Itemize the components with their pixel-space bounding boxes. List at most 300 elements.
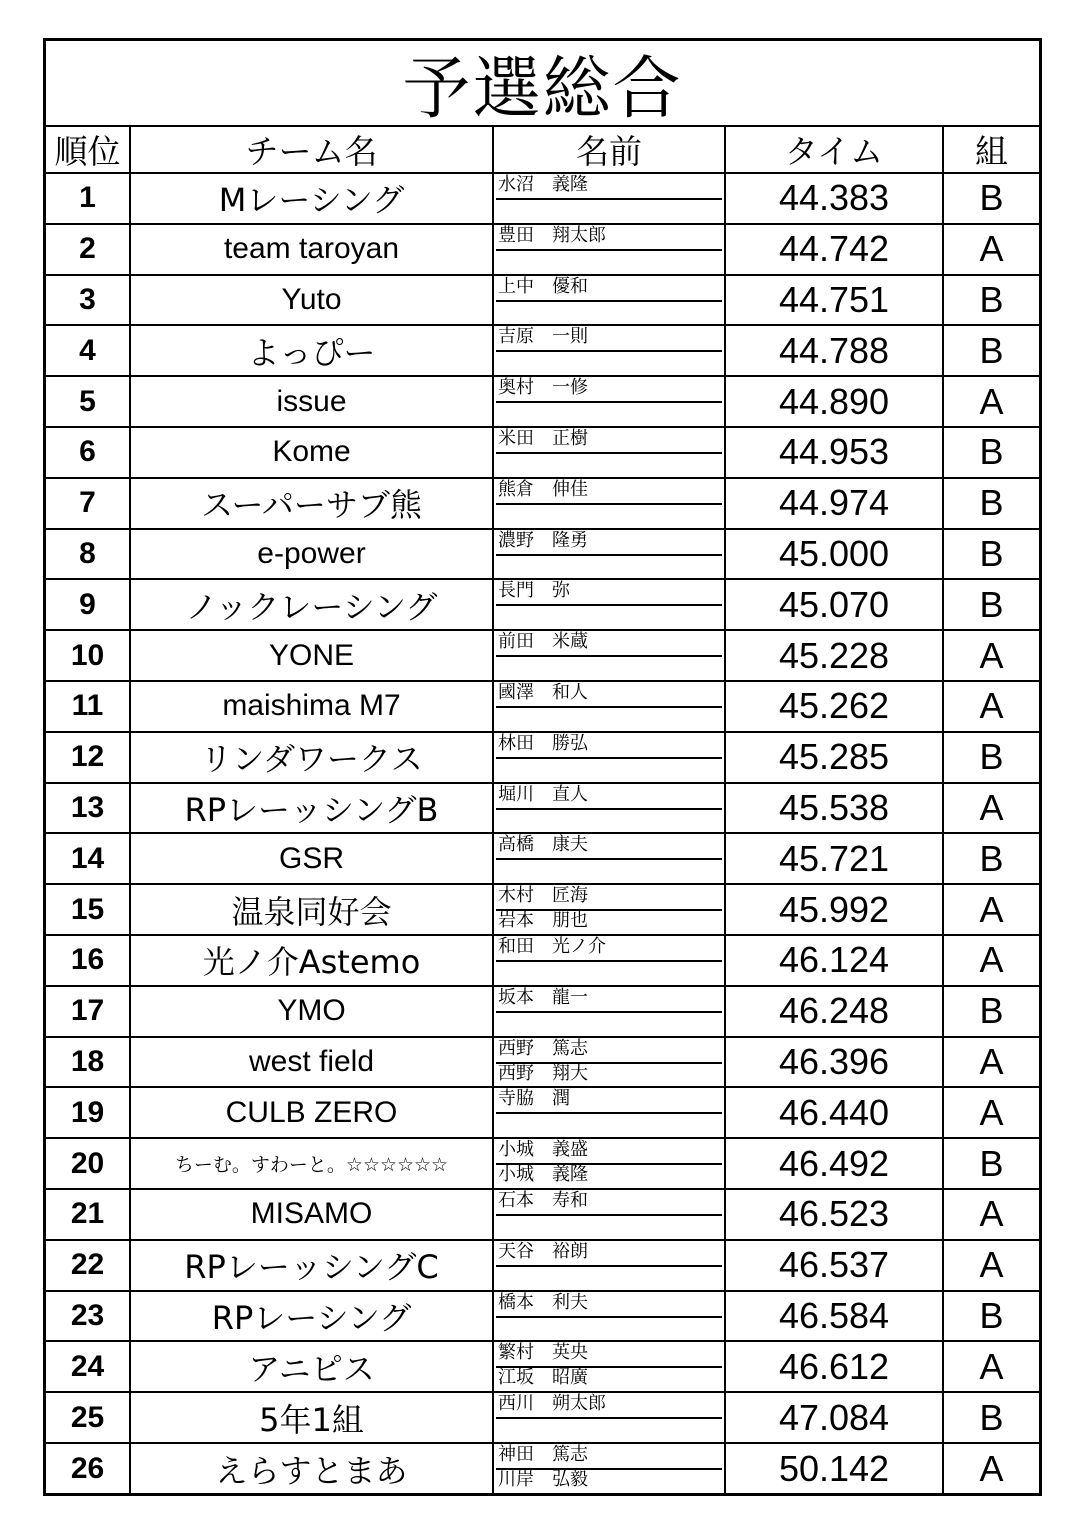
group-cell [944, 1139, 1039, 1188]
rank-cell [46, 1241, 131, 1290]
group-value: B [979, 583, 1004, 625]
group-cell [944, 834, 1039, 883]
header-team: チーム名 [131, 127, 494, 172]
team-name: west field [248, 1044, 375, 1078]
driver-name-1: 米田 正樹 [498, 428, 588, 449]
rank-cell [46, 885, 131, 934]
driver-names-cell [494, 885, 726, 934]
group-cell [944, 377, 1039, 426]
team-cell [131, 784, 494, 833]
table-row [46, 530, 1039, 581]
rank-cell [46, 326, 131, 375]
team-cell [131, 1241, 494, 1290]
driver-name-2: 川岸 弘毅 [498, 1469, 588, 1490]
group-value: B [979, 736, 1004, 778]
group-value: B [979, 329, 1004, 371]
group-value: B [979, 990, 1004, 1032]
driver-name-1: 熊倉 伸佳 [498, 478, 588, 500]
group-value: B [979, 837, 1004, 879]
lap-time: 50.142 [778, 1448, 890, 1490]
rank-cell [46, 1139, 131, 1188]
table-row [46, 733, 1039, 784]
rank-value: 11 [71, 689, 104, 723]
name-divider [496, 757, 722, 759]
name-divider [496, 1265, 722, 1267]
lap-time: 46.124 [778, 939, 890, 981]
driver-names-cell [494, 276, 726, 325]
driver-name-1: 濃野 隆勇 [498, 529, 588, 551]
table-row [46, 428, 1039, 479]
driver-name-1: 橋本 利夫 [498, 1291, 588, 1313]
time-cell [726, 1444, 944, 1495]
team-cell [131, 834, 494, 883]
group-cell [944, 225, 1039, 274]
team-name: リンダワークス [200, 740, 423, 779]
group-value: B [979, 278, 1004, 320]
table-row [46, 326, 1039, 377]
team-name: ノックレーシング [185, 587, 438, 626]
driver-name-1: 小城 義盛 [498, 1139, 588, 1161]
rank-cell [46, 733, 131, 782]
driver-names-cell [494, 1342, 726, 1391]
group-cell [944, 1393, 1039, 1442]
time-cell [726, 1190, 944, 1239]
team-cell [131, 1038, 494, 1087]
rank-value: 14 [70, 841, 105, 875]
time-cell [726, 1139, 944, 1188]
rank-value: 24 [70, 1349, 105, 1383]
team-cell [131, 936, 494, 985]
name-divider [496, 249, 722, 251]
lap-time: 45.000 [778, 532, 890, 574]
rank-value: 21 [70, 1197, 105, 1231]
driver-name-1: 神田 篤志 [498, 1444, 588, 1465]
team-cell [131, 377, 494, 426]
team-name: Kome [272, 435, 351, 469]
rank-cell [46, 580, 131, 629]
header-time: タイム [726, 127, 944, 172]
time-cell [726, 1088, 944, 1137]
group-cell [944, 631, 1039, 680]
table-row [46, 631, 1039, 682]
driver-names-cell [494, 1292, 726, 1341]
table-row [46, 1241, 1039, 1292]
team-cell [131, 276, 494, 325]
driver-name-1: 和田 光ノ介 [498, 936, 606, 957]
team-cell [131, 174, 494, 223]
name-divider [496, 1011, 722, 1013]
team-cell [131, 1342, 494, 1391]
team-name: RPレーッシングB [184, 790, 439, 829]
name-divider [496, 503, 722, 505]
table-row [46, 580, 1039, 631]
group-cell [944, 1088, 1039, 1137]
group-value: A [979, 1040, 1004, 1082]
driver-name-1: 林田 勝弘 [498, 732, 588, 754]
name-divider [496, 401, 722, 403]
driver-name-1: 長門 弥 [498, 580, 570, 602]
rank-cell [46, 1342, 131, 1391]
team-name: e-power [257, 536, 366, 570]
group-cell [944, 174, 1039, 223]
rank-value: 17 [70, 994, 105, 1028]
group-value: A [979, 1448, 1004, 1490]
driver-names-cell [494, 1190, 726, 1239]
time-cell [726, 580, 944, 629]
table-row [46, 1190, 1039, 1241]
driver-name-1: 水沼 義隆 [498, 174, 588, 195]
team-name: えらすとまあ [215, 1452, 408, 1491]
lap-time: 46.396 [778, 1040, 890, 1082]
lap-time: 46.584 [778, 1294, 890, 1336]
time-cell [726, 174, 944, 223]
header-rank: 順位 [46, 127, 131, 172]
time-cell [726, 1342, 944, 1391]
driver-names-cell [494, 580, 726, 629]
group-value: A [979, 939, 1004, 981]
team-cell [131, 580, 494, 629]
table-row [46, 1088, 1039, 1139]
time-cell [726, 631, 944, 680]
table-row [46, 885, 1039, 936]
rank-value: 15 [70, 892, 105, 926]
group-value: A [979, 228, 1004, 270]
group-cell [944, 682, 1039, 731]
team-cell [131, 1444, 494, 1495]
name-divider [496, 198, 722, 200]
driver-names-cell [494, 1088, 726, 1137]
team-name: よっぴー [247, 333, 376, 372]
team-cell [131, 1292, 494, 1341]
table-row [46, 987, 1039, 1038]
name-divider [496, 960, 722, 962]
driver-name-1: 堀川 直人 [498, 783, 588, 805]
driver-name-1: 寺脇 潤 [498, 1088, 570, 1110]
driver-name-1: 國澤 和人 [498, 682, 588, 703]
lap-time: 44.953 [778, 431, 890, 473]
team-name: 光ノ介Astemo [202, 943, 421, 982]
rank-value: 23 [70, 1298, 105, 1332]
group-cell [944, 1342, 1039, 1391]
time-cell [726, 784, 944, 833]
rank-value: 22 [70, 1248, 105, 1282]
rank-cell [46, 784, 131, 833]
lap-time: 44.788 [778, 329, 890, 371]
rank-cell [46, 1038, 131, 1087]
time-cell [726, 1241, 944, 1290]
rank-cell [46, 174, 131, 223]
driver-name-2: 西野 翔大 [498, 1062, 588, 1084]
lap-time: 46.248 [778, 990, 890, 1032]
team-name: Mレーシング [218, 181, 405, 220]
lap-time: 44.890 [778, 380, 890, 422]
team-cell [131, 631, 494, 680]
team-name: maishima M7 [222, 689, 401, 723]
rank-cell [46, 936, 131, 985]
table-row [46, 1292, 1039, 1343]
time-cell [726, 936, 944, 985]
group-value: A [979, 1193, 1004, 1235]
group-value: A [979, 1091, 1004, 1133]
driver-names-cell [494, 479, 726, 528]
rank-value: 5 [79, 384, 96, 418]
group-cell [944, 987, 1039, 1036]
lap-time: 44.383 [778, 177, 890, 219]
name-divider [496, 808, 722, 810]
rank-cell [46, 987, 131, 1036]
team-name: RPレーッシングC [184, 1248, 439, 1287]
team-name: YMO [277, 994, 346, 1028]
time-cell [726, 377, 944, 426]
driver-names-cell [494, 377, 726, 426]
team-cell [131, 1088, 494, 1137]
table-row [46, 276, 1039, 327]
name-divider [496, 554, 722, 556]
driver-names-cell [494, 1241, 726, 1290]
rank-value: 2 [79, 232, 96, 266]
rank-cell [46, 276, 131, 325]
time-cell [726, 479, 944, 528]
rank-cell [46, 479, 131, 528]
team-cell [131, 987, 494, 1036]
rank-value: 9 [79, 587, 96, 621]
group-cell [944, 885, 1039, 934]
driver-names-cell [494, 1444, 726, 1495]
group-cell [944, 1444, 1039, 1495]
lap-time: 46.492 [778, 1142, 890, 1184]
group-cell [944, 784, 1039, 833]
rank-value: 6 [79, 435, 96, 469]
lap-time: 45.992 [778, 888, 890, 930]
lap-time: 45.721 [778, 837, 890, 879]
name-divider [496, 452, 722, 454]
name-divider [496, 858, 722, 860]
time-cell [726, 1292, 944, 1341]
time-cell [726, 428, 944, 477]
driver-name-1: 木村 匠海 [498, 885, 588, 907]
time-cell [726, 326, 944, 375]
rank-value: 4 [79, 333, 96, 367]
rank-value: 7 [79, 486, 96, 520]
team-name: issue [276, 384, 347, 418]
team-name: スーパーサブ熊 [201, 486, 422, 525]
rank-cell [46, 428, 131, 477]
time-cell [726, 733, 944, 782]
driver-names-cell [494, 530, 726, 579]
table-row [46, 1038, 1039, 1089]
driver-name-1: 奥村 一修 [498, 377, 588, 399]
group-value: B [979, 1396, 1004, 1438]
time-cell [726, 1393, 944, 1442]
driver-name-1: 石本 寿和 [498, 1190, 588, 1211]
team-cell [131, 682, 494, 731]
table-row [46, 936, 1039, 987]
group-cell [944, 276, 1039, 325]
lap-time: 47.084 [778, 1396, 890, 1438]
name-divider [496, 300, 722, 302]
group-value: B [979, 482, 1004, 524]
driver-names-cell [494, 1139, 726, 1188]
team-cell [131, 428, 494, 477]
group-value: B [979, 431, 1004, 473]
lap-time: 46.537 [778, 1244, 890, 1286]
rank-cell [46, 1393, 131, 1442]
table-row [46, 225, 1039, 276]
lap-time: 44.751 [778, 278, 890, 320]
header-group: 組 [975, 132, 1008, 171]
rank-cell [46, 834, 131, 883]
rank-value: 10 [70, 638, 105, 672]
driver-name-2: 小城 義隆 [498, 1164, 588, 1186]
team-cell [131, 326, 494, 375]
team-name: アニピス [248, 1349, 375, 1388]
rank-value: 12 [70, 740, 105, 774]
header-name: 名前 [494, 127, 726, 172]
table-row [46, 1139, 1039, 1190]
team-name: 5年1組 [259, 1400, 364, 1439]
lap-time: 46.523 [778, 1193, 890, 1235]
time-cell [726, 885, 944, 934]
driver-name-1: 前田 米蔵 [498, 631, 588, 653]
driver-names-cell [494, 428, 726, 477]
driver-name-2: 岩本 朋也 [498, 910, 588, 932]
name-divider [496, 1316, 722, 1318]
table-row [46, 682, 1039, 733]
name-divider [496, 604, 722, 606]
lap-time: 46.612 [778, 1345, 890, 1387]
group-value: A [979, 380, 1004, 422]
table-row [46, 479, 1039, 530]
driver-names-cell [494, 326, 726, 375]
lap-time: 45.070 [778, 583, 890, 625]
group-cell [944, 1241, 1039, 1290]
group-value: B [979, 532, 1004, 574]
group-cell [944, 1190, 1039, 1239]
lap-time: 45.228 [778, 634, 890, 676]
lap-time: 45.285 [778, 736, 890, 778]
rank-cell [46, 631, 131, 680]
group-cell [944, 1038, 1039, 1087]
lap-time: 45.262 [778, 685, 890, 727]
rank-cell [46, 225, 131, 274]
time-cell [726, 682, 944, 731]
team-name: YONE [268, 638, 355, 672]
rank-cell [46, 530, 131, 579]
team-cell [131, 733, 494, 782]
driver-names-cell [494, 733, 726, 782]
driver-names-cell [494, 784, 726, 833]
team-cell [131, 1139, 494, 1188]
lap-time: 45.538 [778, 786, 890, 828]
team-cell [131, 1393, 494, 1442]
team-name: 温泉同好会 [231, 892, 392, 931]
team-name: team taroyan [223, 232, 400, 266]
rank-cell [46, 1292, 131, 1341]
rank-value: 8 [79, 536, 96, 570]
driver-name-1: 繁村 英央 [498, 1342, 588, 1364]
driver-names-cell [494, 1393, 726, 1442]
rank-value: 13 [70, 790, 105, 824]
rank-value: 1 [79, 181, 96, 215]
time-cell [726, 276, 944, 325]
sheet-title: 予選総合 [46, 41, 1039, 127]
driver-names-cell [494, 174, 726, 223]
name-divider [496, 1417, 722, 1419]
team-cell [131, 1190, 494, 1239]
lap-time: 44.974 [778, 482, 890, 524]
name-divider [496, 1214, 722, 1216]
driver-names-cell [494, 834, 726, 883]
team-name: GSR [278, 841, 344, 875]
group-cell [944, 1292, 1039, 1341]
rank-cell [46, 1444, 131, 1495]
group-cell [944, 733, 1039, 782]
time-cell [726, 530, 944, 579]
driver-name-1: 高橋 康夫 [498, 834, 588, 856]
table-header [46, 127, 1039, 174]
name-divider [496, 655, 722, 657]
rank-value: 18 [70, 1044, 105, 1078]
rank-cell [46, 377, 131, 426]
name-divider [496, 706, 722, 708]
team-name: MISAMO [250, 1197, 373, 1231]
team-name: ちーむ。すわーと。☆☆☆☆☆☆ [174, 1154, 449, 1177]
driver-name-2: 江坂 昭廣 [498, 1367, 588, 1389]
group-cell [944, 326, 1039, 375]
group-cell [944, 428, 1039, 477]
group-value: B [979, 177, 1004, 219]
team-cell [131, 530, 494, 579]
team-name: CULB ZERO [225, 1095, 398, 1129]
rank-value: 25 [70, 1400, 105, 1434]
group-value: B [979, 1294, 1004, 1336]
group-cell [944, 580, 1039, 629]
table-row [46, 1342, 1039, 1393]
driver-names-cell [494, 987, 726, 1036]
group-value: A [979, 634, 1004, 676]
group-value: A [979, 786, 1004, 828]
team-name: RPレーシング [211, 1298, 412, 1337]
driver-names-cell [494, 631, 726, 680]
driver-name-1: 上中 優和 [498, 275, 588, 297]
group-cell [944, 479, 1039, 528]
group-cell [944, 530, 1039, 579]
lap-time: 44.742 [778, 228, 890, 270]
rank-cell [46, 1088, 131, 1137]
driver-name-1: 天谷 裕朗 [498, 1240, 588, 1262]
driver-name-1: 西川 朔太郎 [498, 1393, 606, 1415]
team-cell [131, 885, 494, 934]
rank-value: 19 [70, 1095, 105, 1129]
rank-cell [46, 682, 131, 731]
table-row [46, 834, 1039, 885]
rank-value: 26 [70, 1452, 105, 1486]
time-cell [726, 1038, 944, 1087]
time-cell [726, 987, 944, 1036]
table-row [46, 1444, 1039, 1495]
rank-value: 3 [79, 282, 96, 316]
group-value: A [979, 1345, 1004, 1387]
group-value: A [979, 685, 1004, 727]
table-row [46, 377, 1039, 428]
rank-value: 20 [70, 1146, 105, 1180]
name-divider [496, 1112, 722, 1114]
driver-name-1: 坂本 龍一 [498, 986, 588, 1008]
team-name: Yuto [281, 282, 342, 316]
rank-cell [46, 1190, 131, 1239]
table-row [46, 174, 1039, 225]
lap-time: 46.440 [778, 1091, 890, 1133]
